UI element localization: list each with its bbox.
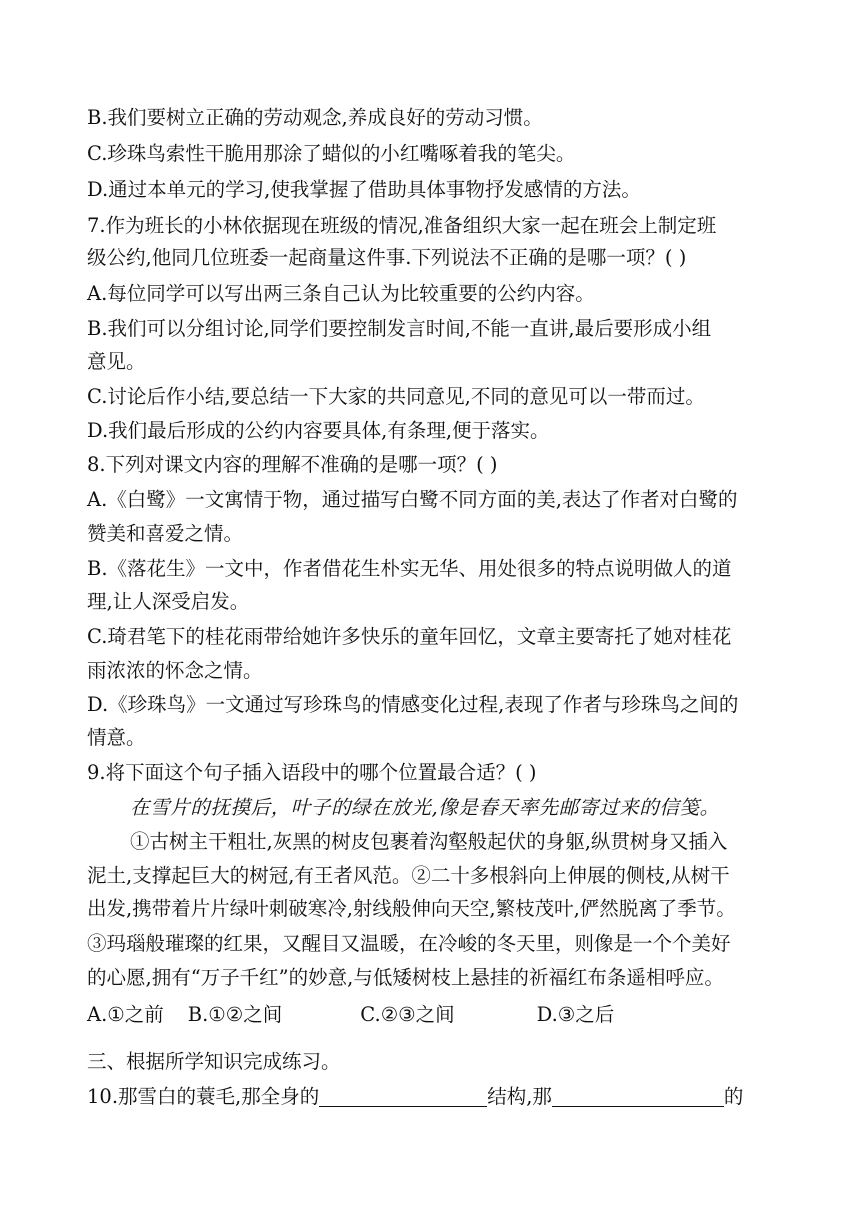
- q7-stem-line2: 级公约,他同几位班委一起商量这件事.下列说法不正确的是哪一项？( ): [87, 246, 687, 269]
- q9-passage-line4: ③玛瑙般璀璨的红果，又醒目又温暖，在冷峻的冬天里，则像是一个个美好: [87, 932, 731, 955]
- q9-passage-line3: 出发,携带着片片绿叶刺破寒冷,射线般伸向天空,繁枝茂叶,俨然脱离了季节。: [87, 897, 736, 920]
- q6-option-b: B.我们要树立正确的劳动观念,养成良好的劳动习惯。: [87, 106, 543, 129]
- q7-option-b-line2: 意见。: [87, 350, 146, 373]
- q10-text-start: 10.那雪白的蓑毛,那全身的: [87, 1085, 320, 1108]
- q8-option-c-line1: C.琦君笔下的桂花雨带给她许多快乐的童年回忆，文章主要寄托了她对桂花: [87, 625, 732, 648]
- q10-blank-1[interactable]: [319, 1086, 487, 1107]
- q7-option-c: C.讨论后作小结,要总结一下大家的共同意见,不同的意见可以一带而过。: [87, 385, 705, 408]
- q9-option-d: D.③之后: [536, 1003, 615, 1026]
- q7-option-a: A.每位同学可以写出两三条自己认为比较重要的公约内容。: [87, 282, 595, 305]
- q8-option-d-line2: 情意。: [87, 726, 146, 749]
- q8-option-d-line1: D.《珍珠鸟》一文通过写珍珠鸟的情感变化过程,表现了作者与珍珠鸟之间的: [87, 693, 739, 716]
- q9-option-b: B.①②之间: [187, 1003, 283, 1026]
- section-three-heading: 三、根据所学知识完成练习。: [87, 1050, 341, 1073]
- q9-option-a: A.①之前: [87, 1003, 164, 1026]
- q10-text-middle: 结构,那: [487, 1085, 552, 1108]
- q9-option-c: C.②③之间: [360, 1003, 455, 1026]
- q9-passage-line2: 泥土,支撑起巨大的树冠,有王者风范。②二十多根斜向上伸展的侧枝,从树干: [87, 864, 730, 887]
- q8-option-a-line2: 赞美和喜爱之情。: [87, 522, 244, 545]
- q8-stem: 8.下列对课文内容的理解不准确的是哪一项？( ): [87, 453, 498, 476]
- q7-option-d: D.我们最后形成的公约内容要具体,有条理,便于落实。: [87, 419, 550, 442]
- q10-line1: [87, 1085, 743, 1109]
- q7-stem-line1: 7.作为班长的小林依据现在班级的情况,准备组织大家一起在班会上制定班: [87, 214, 717, 237]
- q8-option-b-line1: B.《落花生》一文中，作者借花生朴实无华、用处很多的特点说明做人的道: [87, 557, 732, 580]
- q9-stem: 9.将下面这个句子插入语段中的哪个位置最合适？( ): [87, 761, 537, 784]
- q6-option-d: D.通过本单元的学习,使我掌握了借助具体事物抒发感情的方法。: [87, 178, 641, 201]
- q9-passage-line5: 的心愿,拥有“万子千红”的妙意,与低矮树枝上悬挂的祈福红布条遥相呼应。: [87, 966, 724, 989]
- q8-option-c-line2: 雨浓浓的怀念之情。: [87, 659, 263, 682]
- q8-option-a-line1: A.《白鹭》一文寓情于物，通过描写白鹭不同方面的美,表达了作者对白鹭的: [87, 488, 738, 511]
- q10-text-end: 的: [723, 1085, 744, 1108]
- q9-passage-line1: ①古树主干粗壮,灰黑的树皮包裹着沟壑般起伏的身躯,纵贯树身又插入: [130, 830, 728, 853]
- q6-option-c: C.珍珠鸟索性干脆用那涂了蜡似的小红嘴啄着我的笔尖。: [87, 142, 576, 165]
- q8-option-b-line2: 理,让人深受启发。: [87, 590, 250, 613]
- q10-blank-2[interactable]: [552, 1086, 724, 1107]
- q9-insert-sentence: 在雪片的抚摸后，叶子的绿在放光,像是春天率先邮寄过来的信笺。: [130, 796, 720, 819]
- q9-options: [87, 1003, 614, 1027]
- q7-option-b-line1: B.我们可以分组讨论,同学们要控制发言时间,不能一直讲,最后要形成小组: [87, 317, 712, 340]
